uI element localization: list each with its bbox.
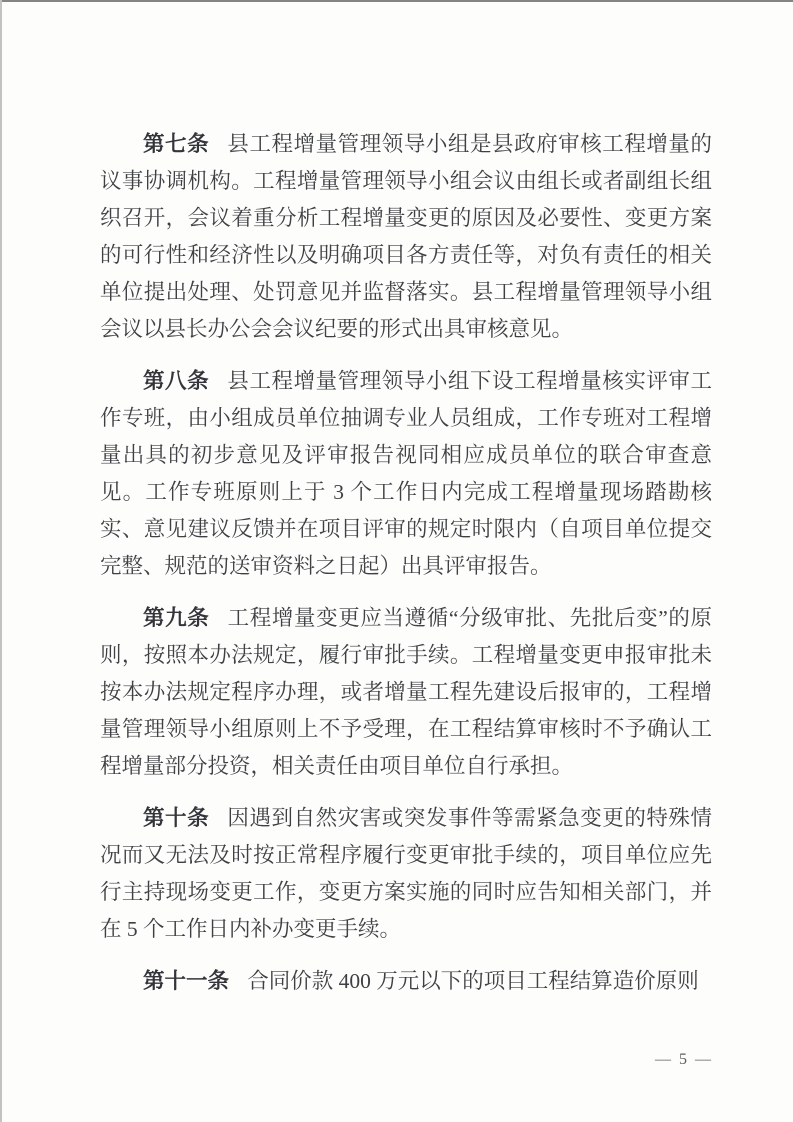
article-text: 工程增量变更应当遵循“分级审批、先批后变”的原则，按照本办法规定，履行审批手续。工程增量变更申报审批未按本办法规定程序办理，或者增量工程先建设后报审的，工程增量管理领导小组原则上不予受理，在工程结算审核时不予确认工程增量部分投资，相关责任由项目单位自行承担。 — [100, 606, 712, 778]
article-number: 第十条 — [143, 806, 210, 830]
article-text: 县工程增量管理领导小组下设工程增量核实评审工作专班，由小组成员单位抽调专业人员组成，工作专班对工程增量出具的初步意见及评审报告视同相应成员单位的联合审查意见。工作专班原则上于 3 个工作日内完成工程增量现场踏勘核实、意见建议反馈并在项目评审的规定时限内（自项目单位提交完整、规范的送审资料之日起）出具评审报告。 — [100, 369, 712, 578]
article-text: 合同价款 400 万元以下的项目工程结算造价原则 — [247, 969, 699, 993]
article-paragraph — [100, 800, 712, 948]
article-paragraph — [100, 126, 712, 348]
article-paragraph — [100, 363, 712, 585]
article-number: 第八条 — [143, 369, 210, 393]
article-number: 第七条 — [143, 132, 210, 156]
article-number: 第九条 — [143, 606, 210, 630]
article-number: 第十一条 — [143, 969, 230, 993]
page-number: — 5 — — [655, 1051, 713, 1068]
article-paragraph — [100, 600, 712, 785]
document-body — [100, 126, 712, 1015]
article-text: 因遇到自然灾害或突发事件等需紧急变更的特殊情况而又无法及时按正常程序履行变更审批手续的，项目单位应先行主持现场变更工作，变更方案实施的同时应告知相关部门，并在 5 个工作日内补办变更手续。 — [100, 806, 712, 941]
article-paragraph — [100, 963, 712, 1000]
article-text: 县工程增量管理领导小组是县政府审核工程增量的议事协调机构。工程增量管理领导小组会议由组长或者副组长组织召开，会议着重分析工程增量变更的原因及必要性、变更方案的可行性和经济性以及明确项目各方责任等，对负有责任的相关单位提出处理、处罚意见并监督落实。县工程增量管理领导小组会议以县长办公会会议纪要的形式出具审核意见。 — [100, 132, 712, 341]
